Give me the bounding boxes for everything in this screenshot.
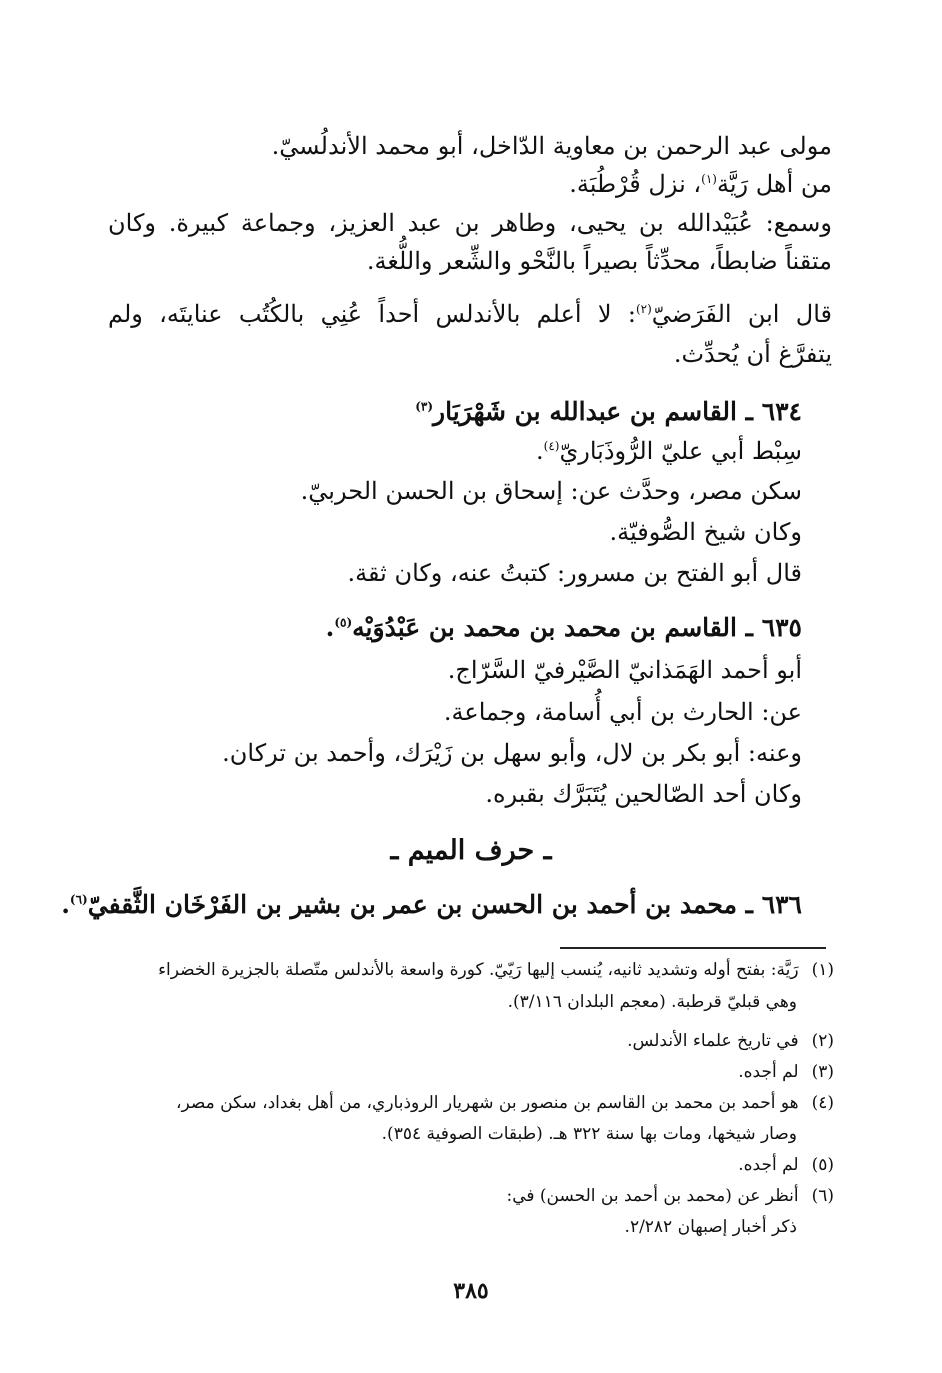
footnote-ref: (٣): [415, 399, 434, 414]
footnote-1: (١) رَيَّة: بفتح أوله وتشديد ثانيه، يُنسب إليها رَيّيّ. كورة واسعة بالأندلس متّصلة بالجزيرة الخضراء: [158, 960, 834, 980]
footnote-6-cont: ذكر أخبار إصبهان ٢/٢٨٢.: [624, 1217, 797, 1237]
footnote-ref: (٦): [69, 892, 88, 907]
entry-line: وكان أحد الصّالحين يُتَبَرَّك بقبره.: [485, 780, 802, 808]
entry-line: وعنه: أبو بكر بن لال، وأبو سهل بن زَيْرَك، وأحمد بن تركان.: [222, 739, 802, 767]
footnote-6: (٦) أنظر عن (محمد بن أحمد بن الحسن) في:: [506, 1186, 834, 1206]
footnote-ref: (٥): [334, 615, 353, 630]
footnote-ref: (٤): [543, 439, 560, 453]
footnote-4: (٤) هو أحمد بن محمد بن القاسم بن منصور بن شهريار الروذباري، من أهل بغداد، سكن مصر،: [175, 1093, 834, 1113]
body-line: وسمع: عُبَيْدالله بن يحيى، وطاهر بن عبد العزيز، وجماعة كبيرة. وكان: [108, 209, 832, 237]
footnote-1-cont: وهي قبليّ قرطبة. (معجم البلدان ٣/١١٦).: [507, 992, 797, 1012]
footnote-5: (٥) لم أجده.: [738, 1155, 834, 1175]
entry-line: سِبْط أبي عليّ الرُّوذَبَاريّ$^{(٤)}$.: [536, 437, 802, 465]
body-line: قال ابن الفَرَضيّ$^{(٢)}$: لا أعلم بالأندلس أحداً عُنِي بالكُتُب عنايتَه، ولم: [108, 300, 832, 328]
entry-line: وكان شيخ الصُّوفيّة.: [609, 518, 802, 546]
entry-line: سكن مصر، وحدَّث عن: إسحاق بن الحسن الحربيّ.: [300, 477, 802, 505]
entry-heading-634: ٦٣٤ ـ القاسم بن عبدالله بن شَهْرَيَار$^{(٣)}$: [415, 397, 802, 426]
body-line: مولى عبد الرحمن بن معاوية الدّاخل، أبو محمد الأندلُسيّ.: [271, 132, 832, 160]
footnote-ref: (١): [701, 172, 717, 186]
footnote-ref: (٢): [635, 302, 652, 316]
entry-line: قال أبو الفتح بن مسرور: كتبتُ عنه، وكان ثقة.: [347, 559, 802, 587]
footnote-2: (٢) في تاريخ علماء الأندلس.: [627, 1031, 834, 1051]
footnote-3: (٣) لم أجده.: [738, 1062, 834, 1082]
entry-heading-636: ٦٣٦ ـ محمد بن أحمد بن الحسن بن عمر بن بشير بن الفَرْخَان الثَّقفيّ$^{(٦)}$.: [61, 890, 802, 919]
entry-line: عن: الحارث بن أبي أُسامة، وجماعة.: [443, 698, 802, 726]
footnote-4-cont: وصار شيخها، ومات بها سنة ٣٢٢ هـ. (طبقات الصوفية ٣٥٤).: [381, 1124, 797, 1144]
entry-heading-635: ٦٣٥ ـ القاسم بن محمد بن محمد بن عَبْدُوَيْه$^{(٥)}$.: [325, 613, 802, 642]
section-heading: ـ حرف الميم ـ: [390, 835, 552, 866]
body-line: يتفرَّغ أن يُحدِّث.: [673, 340, 832, 368]
footnote-divider: [560, 947, 826, 949]
body-line: من أهل رَيَّة$^{(١)}$، نزل قُرْطُبَة.: [569, 170, 832, 198]
page-number: ٣٨٥: [453, 1278, 489, 1304]
entry-line: أبو أحمد الهَمَذانيّ الصَّيْرفيّ السَّرّاج.: [447, 656, 802, 684]
body-line: متقناً ضابطاً، محدِّثاً بصيراً بالنَّحْو والشِّعر واللُّغة.: [366, 247, 832, 275]
